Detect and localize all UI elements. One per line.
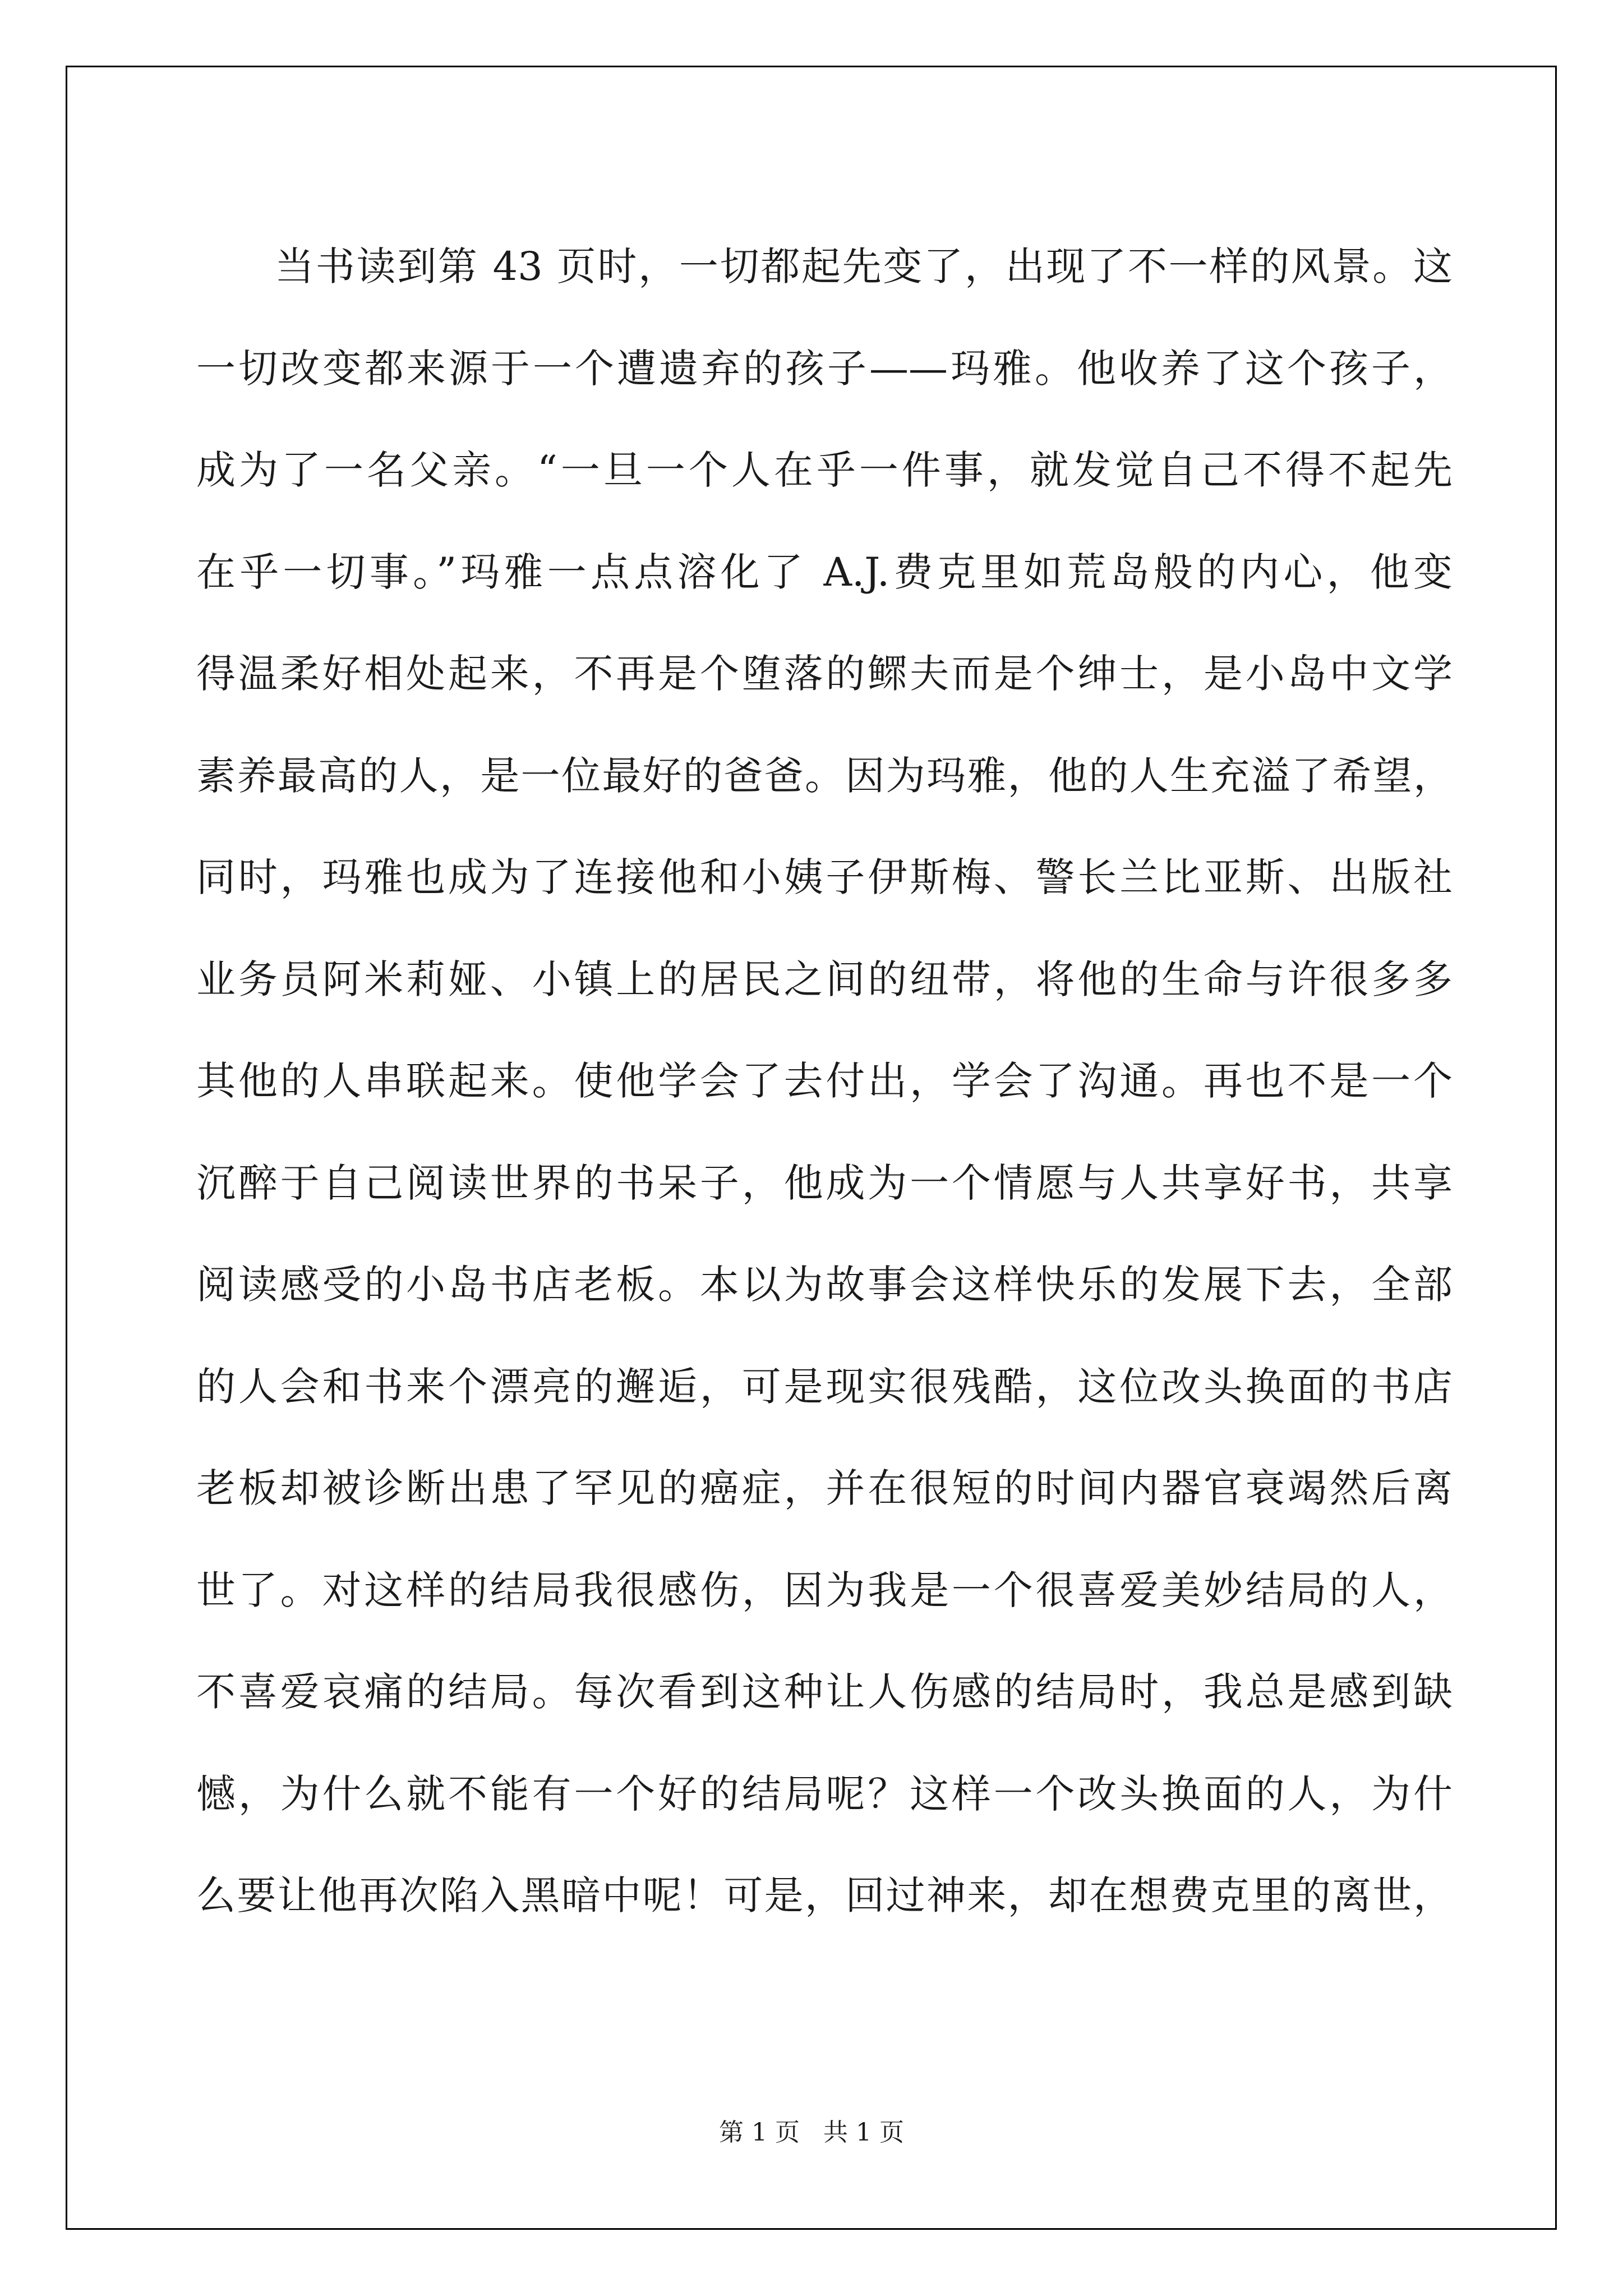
text-line: 老板却被诊断出患了罕见的癌症，并在很短的时间内器官衰竭然后离: [196, 1465, 1453, 1511]
text-line: 当书读到第 43 页时，一切都起先变了，出现了不一样的风景。这: [275, 243, 1453, 289]
text-line: 不喜爱哀痛的结局。每次看到这种让人伤感的结局时，我总是感到缺: [196, 1669, 1453, 1715]
text-line: 业务员阿米莉娅、小镇上的居民之间的纽带，将他的生命与许很多多: [196, 956, 1453, 1002]
text-line: 沉醉于自己阅读世界的书呆子，他成为一个情愿与人共享好书，共享: [196, 1159, 1453, 1206]
text-line: 么要让他再次陷入黑暗中呢！可是，回过神来，却在想费克里的离世，: [196, 1872, 1453, 1918]
text-line: 得温柔好相处起来，不再是个堕落的鳏夫而是个绅士，是小岛中文学: [196, 651, 1453, 697]
text-line: 憾，为什么就不能有一个好的结局呢？这样一个改头换面的人，为什: [196, 1770, 1453, 1817]
text-line: 同时，玛雅也成为了连接他和小姨子伊斯梅、警长兰比亚斯、出版社: [196, 854, 1453, 900]
text-line: 在乎一切事。”玛雅一点点溶化了 A.J.费克里如荒岛般的内心，他变: [196, 549, 1453, 595]
body-paragraph: [196, 216, 1453, 1947]
page-footer: 第 1 页 共 1 页: [719, 2118, 904, 2147]
text-line: 成为了一名父亲。“一旦一个人在乎一件事，就发觉自己不得不起先: [196, 447, 1453, 493]
text-line: 的人会和书来个漂亮的邂逅，可是现实很残酷，这位改头换面的书店: [196, 1363, 1453, 1410]
text-line: 其他的人串联起来。使他学会了去付出，学会了沟通。再也不是一个: [196, 1058, 1453, 1104]
text-line: 一切改变都来源于一个遭遗弃的孩子——玛雅。他收养了这个孩子，: [196, 345, 1453, 392]
text-line: 阅读感受的小岛书店老板。本以为故事会这样快乐的发展下去，全部: [196, 1262, 1453, 1308]
text-line: 世了。对这样的结局我很感伤，因为我是一个很喜爱美妙结局的人，: [196, 1567, 1453, 1613]
text-line: 素养最高的人，是一位最好的爸爸。因为玛雅，他的人生充溢了希望，: [196, 752, 1453, 799]
